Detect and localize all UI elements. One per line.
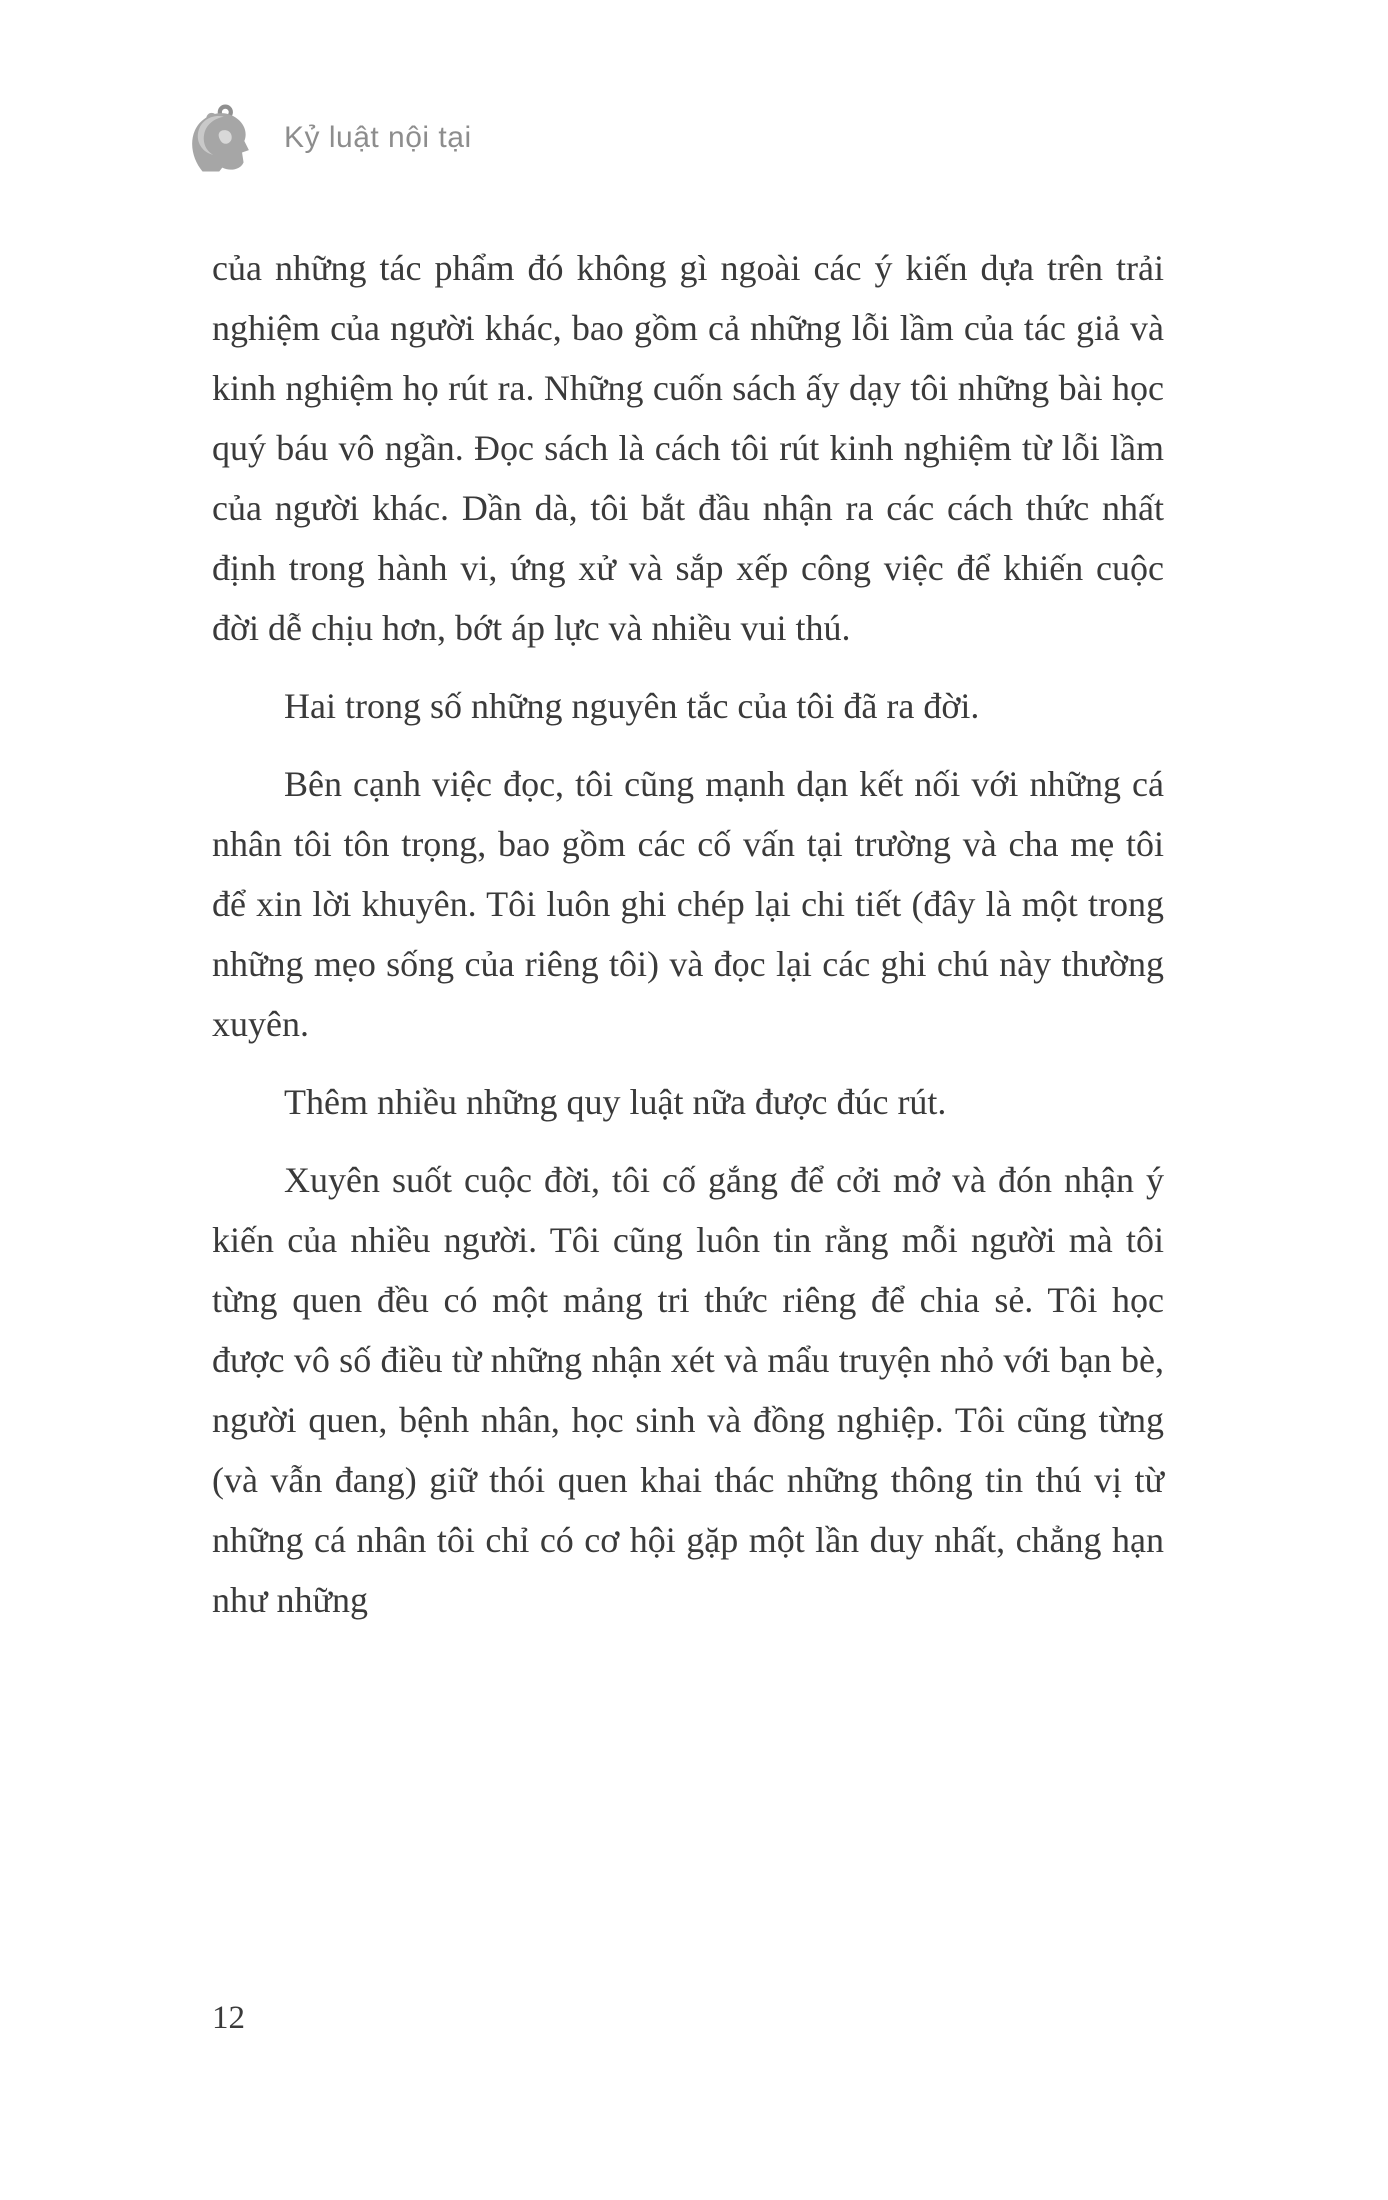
page-footer [212, 2000, 245, 2037]
paragraph-5: Xuyên suốt cuộc đời, tôi cố gắng để cởi mở và đón nhận ý kiến của nhiều người. Tôi cũng luôn tin rằng mỗi người mà tôi từng quen đều có một mảng tri thức riêng để chia sẻ. Tôi học được vô số điều từ những nhận xét và mẩu truyện nhỏ với bạn bè, người quen, bệnh nhân, học sinh và đồng nghiệp. Tôi cũng từng (và vẫn đang) giữ thói quen khai thác những thông tin thú vị từ những cá nhân tôi chỉ có cơ hội gặp một lần duy nhất, chẳng hạn như những [212, 1160, 1164, 1620]
running-header-title: Kỷ luật nội tại [284, 121, 472, 154]
paragraph-2: Hai trong số những nguyên tắc của tôi đã ra đời. [284, 686, 980, 726]
page-body [212, 238, 1164, 1648]
page-number: 12 [212, 2000, 245, 2036]
paragraph-4: Thêm nhiều những quy luật nữa được đúc rút. [284, 1082, 947, 1122]
running-header [178, 100, 472, 176]
paragraph-3: Bên cạnh việc đọc, tôi cũng mạnh dạn kết nối với những cá nhân tôi tôn trọng, bao gồm các cố vấn tại trường và cha mẹ tôi để xin lời khuyên. Tôi luôn ghi chép lại chi tiết (đây là một trong những mẹo sống của riêng tôi) và đọc lại các ghi chú này thường xuyên. [212, 764, 1164, 1044]
paragraph-1: của những tác phẩm đó không gì ngoài các ý kiến dựa trên trải nghiệm của người khác, bao gồm cả những lỗi lầm của tác giả và kinh nghiệm họ rút ra. Những cuốn sách ấy dạy tôi những bài học quý báu vô ngần. Đọc sách là cách tôi rút kinh nghiệm từ lỗi lầm của người khác. Dần dà, tôi bắt đầu nhận ra các cách thức nhất định trong hành vi, ứng xử và sắp xếp công việc để khiến cuộc đời dễ chịu hơn, bớt áp lực và nhiều vui thú. [212, 248, 1164, 648]
head-with-gears-icon [178, 100, 262, 176]
